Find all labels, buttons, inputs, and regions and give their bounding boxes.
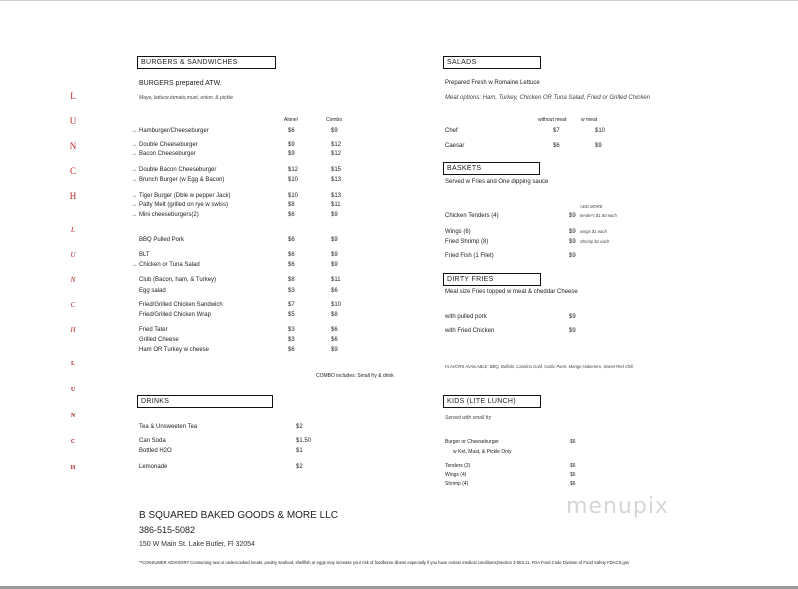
menu-item-combo-price: $12 [331,142,342,148]
drink-price: $2 [296,464,303,470]
kids-subheader: Served with small fry [445,415,492,421]
menu-item-combo-price: $13 [331,193,342,199]
letter: C [69,166,76,176]
watermark: menupix [566,494,669,519]
menu-item-alone-price: $8 [288,202,295,208]
baskets-subheader: Served w Fries and One dipping sauce [445,179,549,185]
letter: U [70,251,76,259]
salads-subheader: Prepared Fresh w Romaine Lettuce [445,80,540,86]
salad-price-with-meat: $10 [595,128,606,134]
vertical-lunch-script [66,218,80,343]
menu-item-alone-price: $6 [288,252,295,258]
menu-item-combo-price: $6 [331,288,338,294]
menu-item-name: Tiger Burger (Dble w pepper Jack) [139,193,231,199]
dirty-fries-subheader: Meal size Fries topped w meat & cheddar Cheese [445,289,578,295]
menu-item-alone-price: $6 [288,128,295,134]
menu-item-name: Double Cheeseburger [139,142,198,148]
kids-burger-name: Burger or Cheeseburger [445,439,499,445]
basket-addon: Shrimp $1 each [580,239,610,244]
kids-item-price: $6 [570,463,576,469]
dirty-fries-name: with Fried Chicken [445,328,495,334]
menu-item-alone-price: $9 [288,142,295,148]
burgers-subheader: BURGERS prepared ATW. [139,80,222,87]
salad-price-without-meat: $7 [553,128,560,134]
salads-header: SALADS [443,56,541,69]
business-name: B SQUARED BAKED GOODS & MORE LLC [139,510,338,521]
salad-name: Chef [445,128,458,134]
menu-item-alone-price: $3 [288,327,295,333]
menu-item-alone-price: $8 [288,277,295,283]
col-without-meat: without meat [538,117,567,123]
menu-item-combo-price: $6 [331,337,338,343]
menu-item-name: Egg salad [139,288,166,294]
menu-item-name: Fried/Grilled Chicken Wrap [139,312,211,318]
menu-item-alone-price: $6 [288,262,295,268]
menu-item-name: Fried Tater [139,327,168,333]
menu-item-name: Fried/Grilled Chicken Sandwich [139,302,223,308]
menu-item-alone-price: $9 [288,151,295,157]
menu-item-alone-price: $10 [288,193,299,199]
dirty-fries-name: with pulled pork [445,314,487,320]
arrow-icon: → [131,202,137,208]
letter: U [70,387,76,393]
menu-item-combo-price: $9 [331,252,338,258]
menu-item-name: Chicken or Tuna Salad [139,262,200,268]
menu-item-alone-price: $12 [288,167,299,173]
basket-price: $9 [569,253,576,259]
menu-item-alone-price: $6 [288,237,295,243]
letter: N [69,141,77,151]
menu-item-combo-price: $8 [331,312,338,318]
basket-name: Wings (6) [445,229,471,235]
vertical-lunch-bold [66,351,80,481]
menu-item-combo-price: $9 [331,212,338,218]
kids-burger-note: w Ket, Must, & Pickle Only [453,449,512,455]
col-with-meat: w meat [581,117,598,123]
dirty-fries-header: DIRTY FRIES [443,273,541,286]
drink-price: $1 [296,448,303,454]
salads-meat-options: Meat options: Ham, Turkey, Chicken OR Tuna Salad, Fried or Grilled Chicken [445,95,651,101]
letter: H [70,465,76,471]
arrow-icon: → [131,193,137,199]
burgers-header: BURGERS & SANDWICHES [137,56,276,69]
salad-price-without-meat: $6 [553,143,560,149]
arrow-icon: → [131,167,137,173]
col-alone-label: Alone! [284,117,299,123]
baskets-header: BASKETS [443,162,540,175]
menu-item-name: BLT [139,252,150,258]
consumer-advisory: **CONSUMER ADVISORY Consuming raw or undercooked meats, poultry seafood, shellfish or eggs may increase your risk of foodborne illness especially if you have certain medical conditions(Section 3-603.11, FDA Food Code Division of Food Safety FDACS.gov [139,560,630,565]
basket-addon: wings $1 each [580,229,607,234]
menu-item-alone-price: $7 [288,302,295,308]
basket-name: Fried Fish (1 Filet) [445,253,494,259]
menu-item-alone-price: $6 [288,347,295,353]
drink-name: Lemonade [139,464,168,470]
menu-item-combo-price: $11 [331,202,341,208]
menu-item-combo-price: $9 [331,237,338,243]
menu-item-name: BBQ Pulled Pork [139,237,185,243]
arrow-icon: → [131,151,137,157]
arrow-icon: → [131,142,137,148]
menu-item-combo-price: $11 [331,277,341,283]
menu-item-combo-price: $12 [331,151,342,157]
letter: U [69,116,77,126]
kids-item-price: $6 [570,481,576,487]
menu-item-combo-price: $9 [331,128,338,134]
menu-item-combo-price: $9 [331,262,338,268]
arrow-icon: → [131,262,137,268]
col-combo-label: Combo [326,117,343,123]
menu-item-alone-price: $3 [288,337,295,343]
menu-item-name: Brunch Burger (w Egg & Bacon) [139,177,225,183]
kids-header: KIDS (LITE LUNCH) [443,395,541,408]
menu-item-combo-price: $10 [331,302,342,308]
burgers-toppings: Mayo, lettuce,tomato,must, onion, & pickle [139,95,233,101]
menu-item-alone-price: $3 [288,288,295,294]
menu-item-name: Patty Melt (grilled on rye w swiss) [139,202,229,208]
basket-name: Chicken Tenders (4) [445,213,499,219]
arrow-icon: → [131,177,137,183]
drink-price: $2 [296,424,303,430]
letter: L [70,361,75,367]
flavors-available: FLAVORS AVAILABLE; BBQ, Buffalo, Carolina Gold, Garlic Parm, Mango Habenero, Sweet Red Chili [445,364,634,369]
drink-price: $1.50 [296,438,312,444]
letter: L [70,91,76,101]
menu-item-combo-price: $6 [331,327,338,333]
dirty-fries-price: $9 [569,314,576,320]
menu-item-alone-price: $5 [288,312,295,318]
kids-item-name: Shrimp (4) [445,481,469,487]
salad-name: Caesar [445,143,465,149]
menu-item-name: Bacon Cheeseburger [139,151,196,157]
kids-item-name: Tenders (2) [445,463,471,469]
drink-name: Can Soda [139,438,166,444]
drink-name: Bottled H2O [139,448,172,454]
menu-item-name: Mini cheeseburgers(2) [139,212,199,218]
menu-item-name: Double Bacon Cheeseburger [139,167,217,173]
menu-item-name: Ham OR Turkey w cheese [139,347,210,353]
business-address: 150 W Main St. Lake Butler, Fl 32054 [139,541,255,548]
menu-item-alone-price: $10 [288,177,299,183]
kids-item-name: Wings (4) [445,472,467,478]
menu-item-name: Grilled Cheese [139,337,179,343]
letter: N [70,276,76,284]
letter: C [70,301,76,309]
letter: N [70,413,76,419]
basket-name: Fried Shrimp (8) [445,239,489,245]
add-more-label: ADD MORE [580,204,603,209]
drink-name: Tea & Unsweeten Tea [139,424,198,430]
salad-price-with-meat: $9 [595,143,602,149]
kids-item-price: $6 [570,472,576,478]
letter: H [69,191,77,201]
menu-item-name: Club (Bacon, ham, & Turkey) [139,277,217,283]
menu-item-combo-price: $13 [331,177,342,183]
letter: H [70,326,76,334]
arrow-icon: → [131,212,137,218]
basket-price: $9 [569,229,576,235]
top-border [0,0,798,1]
menu-item-name: Hamburger/Cheeseburger [139,128,209,134]
basket-addon: tender's $1.50 each [580,213,617,218]
combo-note: COMBO includes: Small fry & drink [316,373,394,379]
vertical-lunch-serif [66,84,80,209]
business-phone: 386-515-5082 [139,525,196,535]
arrow-icon: → [131,128,137,134]
basket-price: $9 [569,213,576,219]
dirty-fries-price: $9 [569,328,576,334]
letter: L [71,226,75,234]
menu-item-combo-price: $15 [331,167,342,173]
letter: C [70,439,76,445]
kids-burger-price: $6 [570,439,576,445]
menu-item-alone-price: $6 [288,212,295,218]
drinks-header: DRINKS [137,395,273,408]
basket-price: $9 [569,239,576,245]
menu-item-combo-price: $9 [331,347,338,353]
